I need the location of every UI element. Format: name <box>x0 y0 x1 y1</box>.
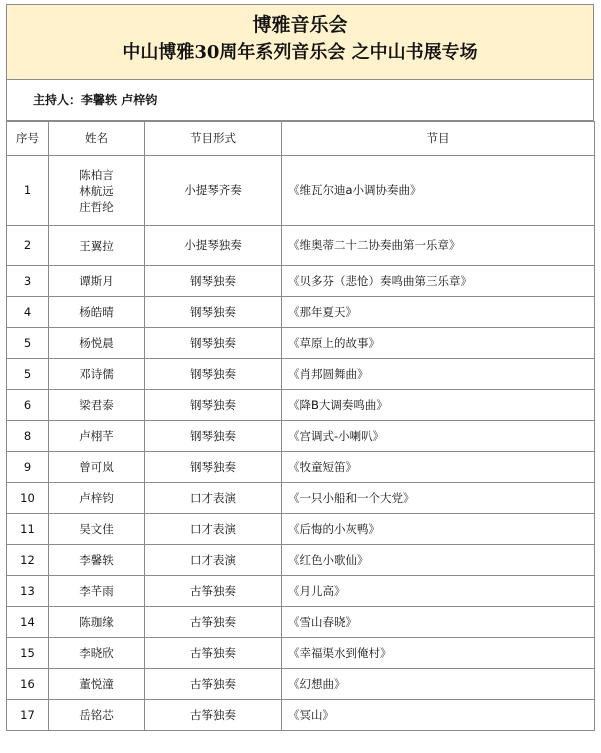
title-block <box>6 4 594 80</box>
program-title: 《牧童短笛》 <box>282 452 595 483</box>
performer-names <box>49 514 145 545</box>
row-number: 15 <box>7 638 49 669</box>
header-form: 节目形式 <box>145 122 282 156</box>
program-title: 《红色小歌仙》 <box>282 545 595 576</box>
host-row <box>6 80 594 121</box>
performer-name: 王翼拉 <box>79 238 114 253</box>
performer-name: 卢栩芊 <box>79 429 114 443</box>
table-row <box>7 669 595 700</box>
row-number: 5 <box>7 328 49 359</box>
performer-names <box>49 483 145 514</box>
performer-names <box>49 266 145 297</box>
header-row <box>7 122 595 156</box>
table-row <box>7 359 595 390</box>
program-title: 《一只小船和一个大党》 <box>282 483 595 514</box>
performer-name: 吴文佳 <box>79 522 114 536</box>
program-title: 《雪山春晓》 <box>282 607 595 638</box>
performance-form: 古筝独奏 <box>145 638 282 669</box>
performer-name: 庄哲纶 <box>79 199 114 214</box>
performer-names <box>49 669 145 700</box>
performance-form: 小提琴齐奏 <box>145 156 282 226</box>
performer-name: 李晓欣 <box>79 646 114 660</box>
program-title: 《冥山》 <box>282 700 595 731</box>
row-number: 2 <box>7 226 49 266</box>
table-row <box>7 545 595 576</box>
table-row <box>7 700 595 731</box>
performance-form: 古筝独奏 <box>145 700 282 731</box>
row-number: 6 <box>7 390 49 421</box>
table-row <box>7 607 595 638</box>
performance-form: 古筝独奏 <box>145 607 282 638</box>
row-number: 17 <box>7 700 49 731</box>
performer-names <box>49 700 145 731</box>
table-row <box>7 266 595 297</box>
performance-form: 古筝独奏 <box>145 669 282 700</box>
performer-name: 林航远 <box>79 183 114 198</box>
performer-name: 陈柏言 <box>79 167 114 182</box>
header-name: 姓名 <box>49 122 145 156</box>
performer-names <box>49 328 145 359</box>
program-title: 《幸福渠水到俺村》 <box>282 638 595 669</box>
performer-names <box>49 638 145 669</box>
row-number: 14 <box>7 607 49 638</box>
program-title: 《贝多芬（悲怆）奏鸣曲第三乐章》 <box>282 266 595 297</box>
program-title: 《草原上的故事》 <box>282 328 595 359</box>
performer-name: 李芊雨 <box>79 584 114 598</box>
concert-subtitle: 中山博雅30周年系列音乐会 之中山书展专场 <box>122 42 478 63</box>
header-program: 节目 <box>282 122 595 156</box>
performance-form: 钢琴独奏 <box>145 452 282 483</box>
performance-form: 钢琴独奏 <box>145 328 282 359</box>
program-title: 《维瓦尔迪a小调协奏曲》 <box>282 156 595 226</box>
table-row <box>7 390 595 421</box>
row-number: 1 <box>7 156 49 226</box>
table-row <box>7 483 595 514</box>
row-number: 16 <box>7 669 49 700</box>
table-row <box>7 452 595 483</box>
host-label: 主持人： <box>33 93 82 107</box>
row-number: 13 <box>7 576 49 607</box>
header-no: 序号 <box>7 122 49 156</box>
table-row <box>7 421 595 452</box>
row-number: 12 <box>7 545 49 576</box>
performer-name: 岳铭芯 <box>79 708 114 722</box>
performer-name: 邓诗儒 <box>79 367 114 381</box>
table-row <box>7 576 595 607</box>
performance-form: 口才表演 <box>145 483 282 514</box>
performer-names <box>49 359 145 390</box>
table-row <box>7 226 595 266</box>
performer-name: 曾可岚 <box>79 460 114 474</box>
performance-form: 钢琴独奏 <box>145 266 282 297</box>
program-sheet <box>6 4 594 731</box>
row-number: 3 <box>7 266 49 297</box>
performer-name: 李馨轶 <box>79 553 114 567</box>
row-number: 5 <box>7 359 49 390</box>
performer-name: 杨悦晨 <box>79 336 114 350</box>
performer-names <box>49 452 145 483</box>
program-title: 《后悔的小灰鸭》 <box>282 514 595 545</box>
performance-form: 古筝独奏 <box>145 576 282 607</box>
performance-form: 钢琴独奏 <box>145 359 282 390</box>
program-title: 《宫调式-小喇叭》 <box>282 421 595 452</box>
row-number: 8 <box>7 421 49 452</box>
performer-names <box>49 576 145 607</box>
row-number: 11 <box>7 514 49 545</box>
performer-name: 董悦潼 <box>79 677 114 691</box>
performer-names <box>49 156 145 226</box>
table-row <box>7 297 595 328</box>
performer-name: 卢梓钧 <box>79 491 114 505</box>
program-table <box>6 121 595 731</box>
performer-name: 杨皓晴 <box>79 305 114 319</box>
table-row <box>7 514 595 545</box>
performer-names <box>49 421 145 452</box>
table-row <box>7 328 595 359</box>
program-title: 《月儿高》 <box>282 576 595 607</box>
program-title: 《肖邦圆舞曲》 <box>282 359 595 390</box>
table-row <box>7 638 595 669</box>
program-title: 《那年夏天》 <box>282 297 595 328</box>
performance-form: 钢琴独奏 <box>145 297 282 328</box>
performer-name: 陈珈缘 <box>79 615 114 629</box>
row-number: 4 <box>7 297 49 328</box>
performer-name: 谭斯月 <box>79 274 114 288</box>
performance-form: 小提琴独奏 <box>145 226 282 266</box>
row-number: 9 <box>7 452 49 483</box>
performer-names <box>49 390 145 421</box>
performance-form: 钢琴独奏 <box>145 390 282 421</box>
row-number: 10 <box>7 483 49 514</box>
concert-title: 博雅音乐会 <box>252 14 348 36</box>
host-names: 李馨轶 卢梓钧 <box>81 93 158 107</box>
program-title: 《维奥蒂二十二协奏曲第一乐章》 <box>282 226 595 266</box>
performer-name: 梁君泰 <box>79 398 114 412</box>
performer-names <box>49 545 145 576</box>
program-title: 《幻想曲》 <box>282 669 595 700</box>
performance-form: 钢琴独奏 <box>145 421 282 452</box>
program-title: 《降B大调奏鸣曲》 <box>282 390 595 421</box>
performer-names <box>49 226 145 266</box>
performer-names <box>49 607 145 638</box>
performer-names <box>49 297 145 328</box>
table-row <box>7 156 595 226</box>
performance-form: 口才表演 <box>145 545 282 576</box>
performance-form: 口才表演 <box>145 514 282 545</box>
